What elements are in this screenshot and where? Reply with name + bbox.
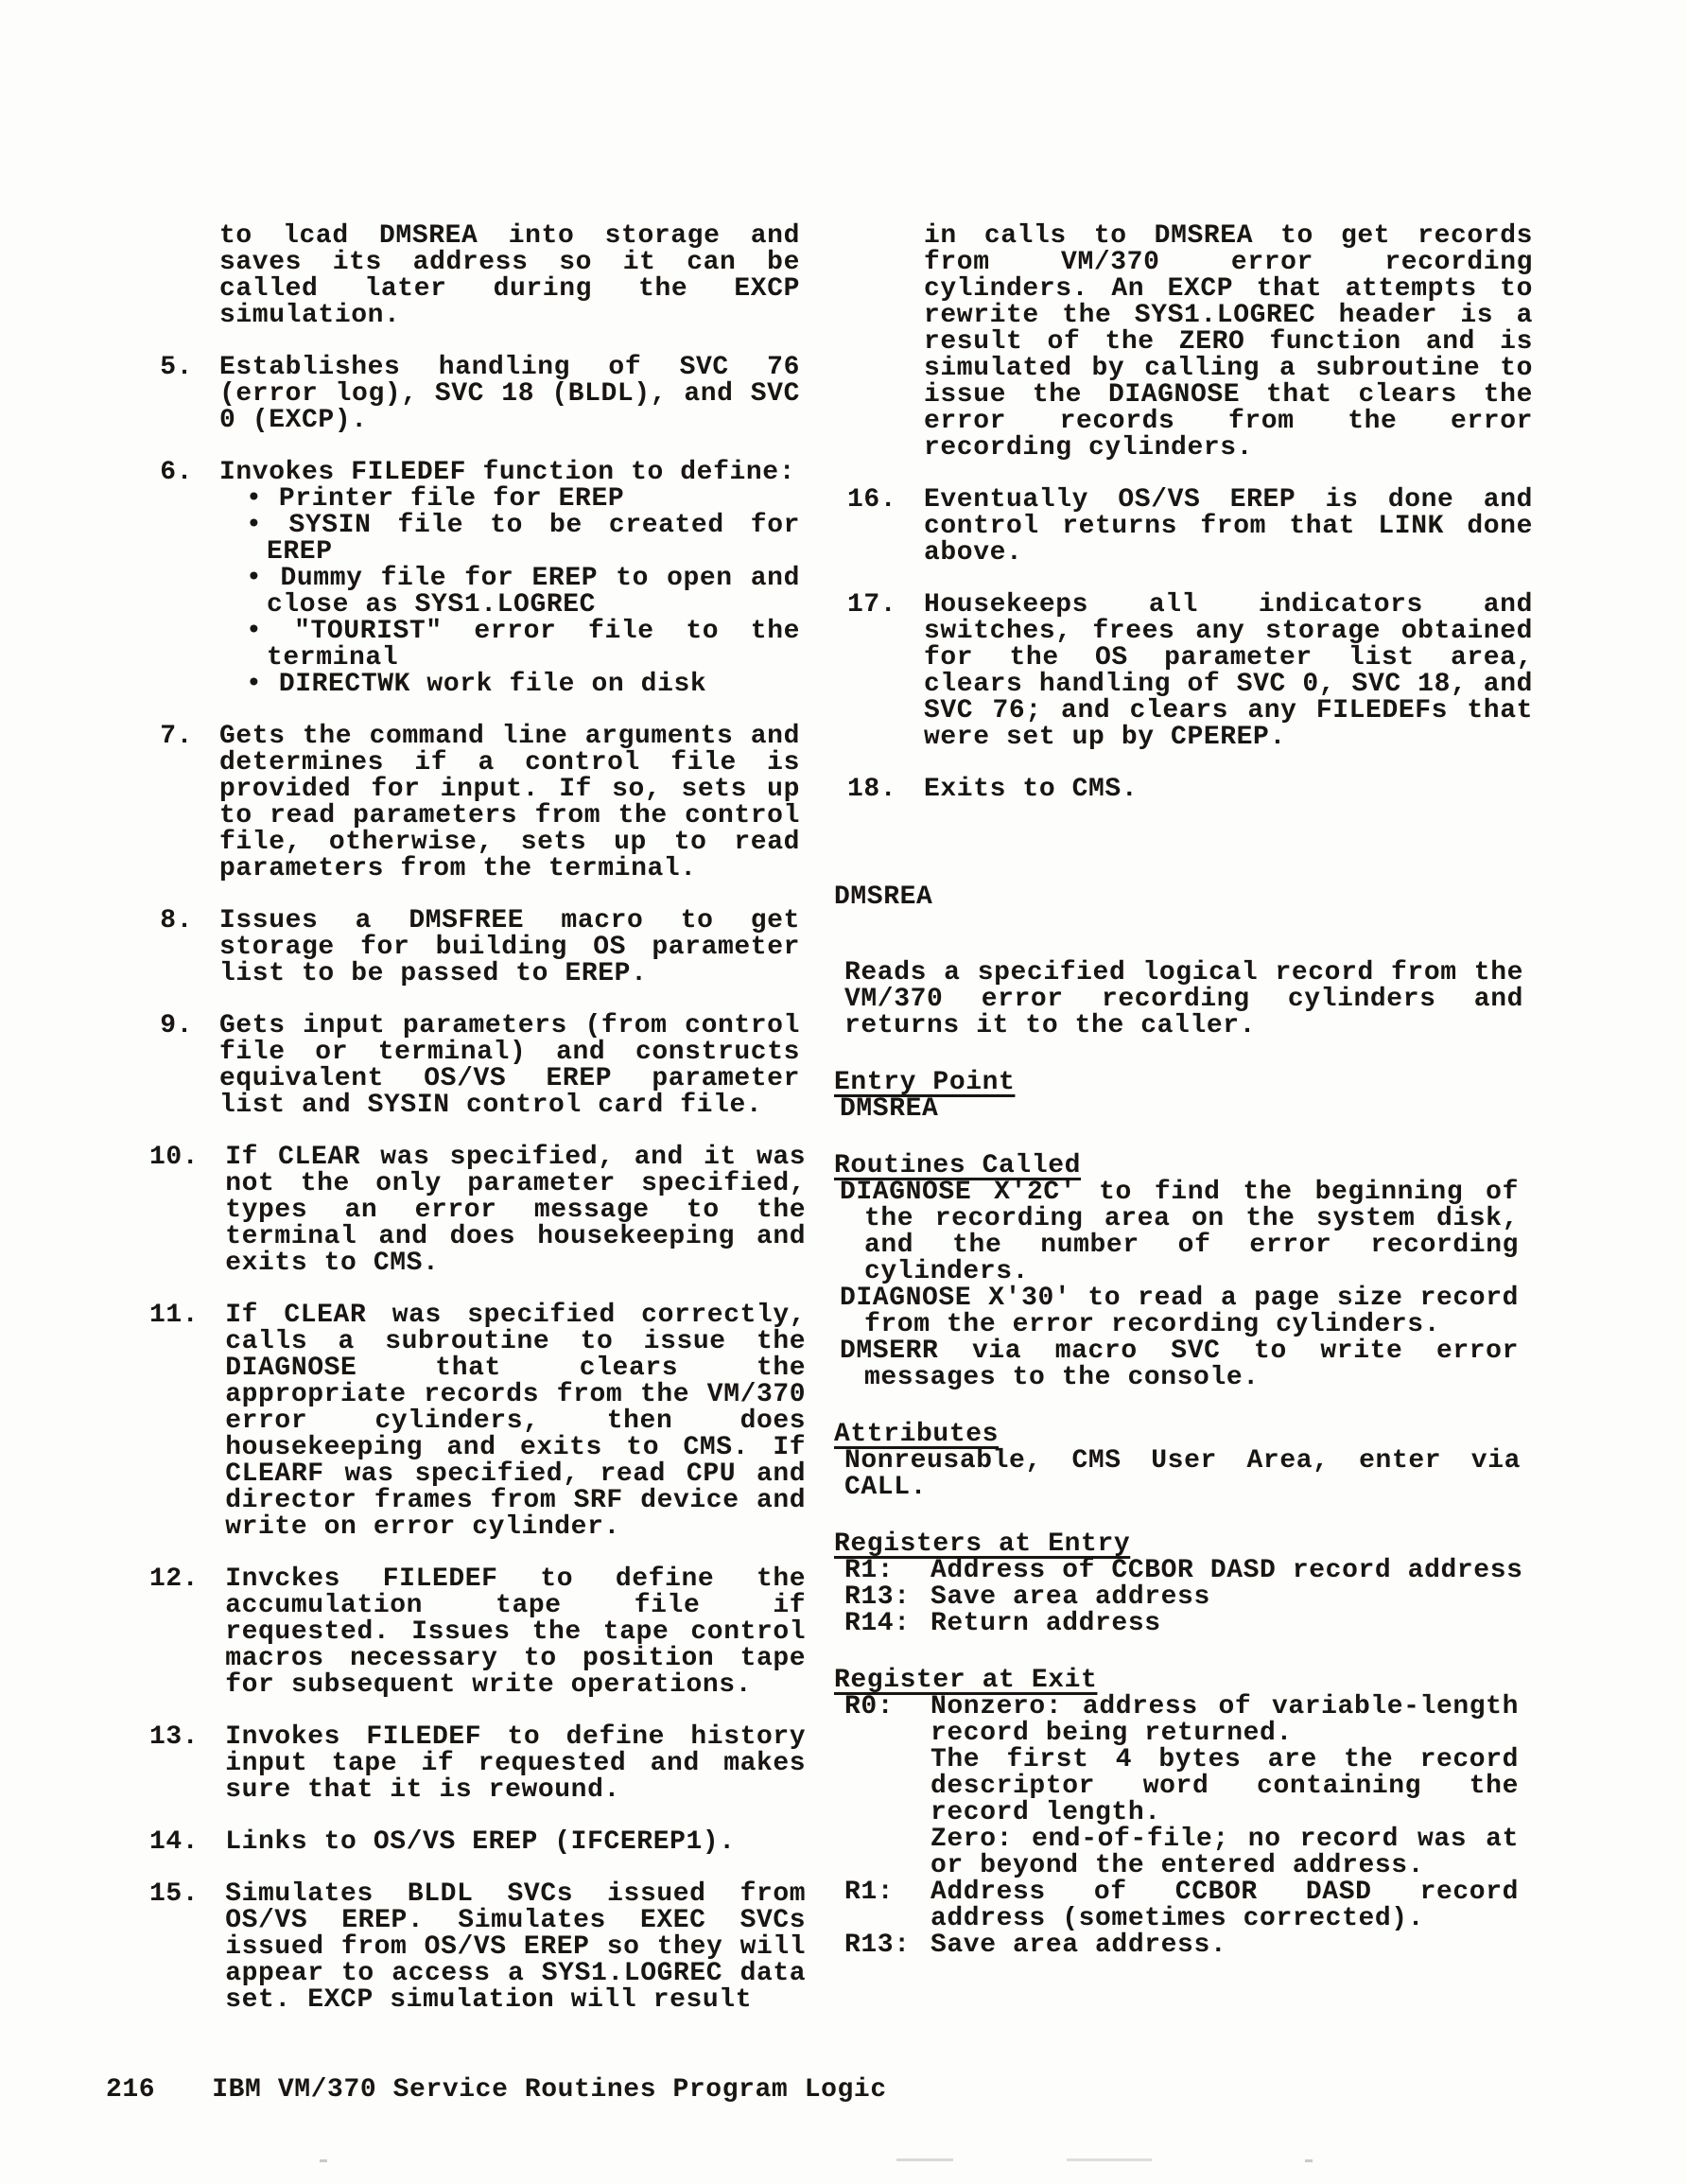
register-label: R13: [844,1931,911,1960]
right-column [834,221,1566,1960]
list-item-number: 6. [160,458,193,487]
list-item-13 [149,1724,811,1804]
register-description-part: Nonzero: address of variable-length record being returned. [930,1692,1519,1748]
scan-artifact [1067,2158,1152,2161]
routine-entry: DIAGNOSE X'2C' to find the beginning of the recording area on the system disk, and the number of error recording cylinders. [840,1178,1519,1286]
section-heading [834,1422,1566,1448]
list-item-number: 12. [149,1564,200,1594]
section-heading-text: Routines Called [834,1151,1082,1180]
list-item-number: 11. [149,1301,200,1330]
list-item-14 [149,1829,811,1856]
routine-entry: DMSERR via macro SVC to write error messages to the console. [840,1337,1519,1392]
register-description: Return address [930,1609,1161,1638]
list-item-text: If CLEAR was specified correctly, calls a subroutine to issue the DIAGNOSE that clears the appropriate records from the VM/370 error cylinders, then does housekeeping and exits to CMS. If CLEARF was specified, read CPU and director frames from SRF device and write on error cylinder. [225,1301,807,1542]
register-description: Address of CCBOR DASD record address [930,1556,1523,1585]
list-item-number: 8. [160,906,193,935]
bullet-item: • Dummy file for EREP to open and close as SYS1.LOGREC [219,566,800,619]
list-item-7 [149,724,811,882]
list-item-6 [149,460,811,698]
register-label: R0: [844,1692,895,1721]
section-heading-text: Attributes [834,1420,1000,1449]
scan-artifact [1305,2159,1313,2162]
register-description: Address of CCBOR DASD record address (sometimes corrected). [930,1878,1519,1933]
register-description: Save area address. [930,1931,1227,1960]
list-item-text: Simulates BLDL SVCs issued from OS/VS EREP. Simulates EXEC SVCs issued from OS/VS EREP so they will appear to access a SYS1.LOGREC data set. EXCP simulation will result [225,1879,807,2015]
routines-called-section [834,1153,1566,1391]
register-row [844,1879,1566,1932]
list-item-text: Gets the command line arguments and determines if a control file is provided for input. If so, sets up to read parameters from the control file, otherwise, sets up to read parameters from the terminal. [219,722,800,883]
list-item-number: 10. [149,1143,200,1172]
list-item-text [219,460,800,698]
list-item-number: 7. [160,722,193,751]
list-item-18 [847,777,1566,803]
footer-title: IBM VM/370 Service Routines Program Logic [212,2075,887,2105]
list-item-text: Links to OS/VS EREP (IFCEREP1). [225,1827,736,1857]
registers-at-entry-section [834,1531,1566,1637]
intro-paragraph: to lcad DMSREA into storage and saves its address so it can be called later during the EXCP simulation. [219,221,800,330]
register-label: R1: [844,1556,895,1585]
register-label: R14: [844,1609,911,1638]
entry-point-section [834,1070,1566,1123]
entry-point-value: DMSREA [840,1094,939,1124]
list-item-text: Issues a DMSFREE macro to get storage for building OS parameter list to be passed to EREP. [219,906,800,988]
register-at-exit-section [834,1668,1566,1959]
list-item-text: Eventually OS/VS EREP is done and control returns from that LINK done above. [924,485,1533,568]
section-heading-text: Registers at Entry [834,1529,1131,1559]
register-label: R13: [844,1582,911,1612]
list-item-11 [149,1302,811,1541]
scan-artifact [320,2159,327,2162]
register-label: R1: [844,1878,895,1907]
left-column [149,223,811,2014]
register-row [844,1558,1566,1584]
list-item-text: If CLEAR was specified, and it was not the only parameter specified, types an error message to the terminal and does housekeeping and exits to CMS. [225,1143,807,1278]
section-heading [834,1531,1566,1558]
list-item-number: 13. [149,1722,200,1752]
dmsrea-module-section [834,884,1566,1959]
register-row [844,1611,1566,1637]
list-item-5 [149,355,811,434]
register-description: Save area address [930,1582,1210,1612]
page-footer [106,2077,887,2104]
bullet-item: • Printer file for EREP [219,486,800,513]
section-heading-text: Entry Point [834,1068,1016,1097]
continuation-paragraph: in calls to DMSREA to get records from VM/370 error recording cylinders. An EXCP that attempts to rewrite the SYS1.LOGREC header is a result of the ZERO function and is simulated by calling a subroutine to issue the DIAGNOSE that clears the error records from the error recording cylinders. [924,221,1533,463]
section-heading-text: Register at Exit [834,1666,1098,1695]
register-description-part: The first 4 bytes are the record descriptor word containing the record length. [930,1745,1519,1827]
module-title: DMSREA [834,882,933,912]
footer-page-number: 216 [106,2075,156,2105]
list-item-9 [149,1013,811,1119]
scan-artifact [896,2158,953,2161]
section-heading [834,1070,1566,1096]
section-heading [834,1153,1566,1179]
list-item-text: Exits to CMS. [924,775,1139,804]
register-row [844,1584,1566,1611]
list-item-number: 5. [160,353,193,382]
list-item-text: Gets input parameters (from control file or terminal) and constructs equivalent OS/VS EREP parameter list and SYSIN control card file. [219,1011,800,1120]
list-item-lead: Invokes FILEDEF function to define: [219,458,796,487]
list-item-16 [847,487,1566,567]
list-item-12 [149,1566,811,1699]
bullet-item: • DIRECTWK work file on disk [219,672,800,698]
list-item-text: Invckes FILEDEF to define the accumulation tape file if requested. Issues the tape control macros necessary to position tape for subsequent write operations. [225,1564,807,1700]
module-description: Reads a specified logical record from the VM/370 error recording cylinders and returns it to the caller. [844,958,1523,1040]
list-item-8 [149,908,811,987]
list-item-10 [149,1144,811,1277]
list-item-number: 15. [149,1879,200,1909]
attributes-section [834,1422,1566,1501]
list-item-number: 9. [160,1011,193,1040]
bullet-item: • "TOURIST" error file to the terminal [219,619,800,672]
list-item-number: 14. [149,1827,200,1857]
list-item-17 [847,592,1566,751]
list-item-15 [149,1881,811,2014]
list-item-number: 16. [847,485,897,515]
list-item-text: Invokes FILEDEF to define history input tape if requested and makes sure that it is rewound. [225,1722,807,1805]
register-description [930,1694,1519,1879]
routine-entry: DIAGNOSE X'30' to read a page size record from the error recording cylinders. [840,1284,1519,1339]
section-heading [834,1668,1566,1694]
list-item-number: 17. [847,590,897,620]
register-row [844,1694,1566,1879]
list-item-number: 18. [847,775,897,804]
bullet-item: • SYSIN file to be created for EREP [219,513,800,566]
register-description-part: Zero: end-of-file; no record was at or beyond the entered address. [930,1825,1519,1880]
list-item-text: Establishes handling of SVC 76 (error log), SVC 18 (BLDL), and SVC 0 (EXCP). [219,353,800,435]
attributes-value: Nonreusable, CMS User Area, enter via CALL. [844,1446,1521,1502]
register-row [844,1932,1566,1959]
list-item-text: Housekeeps all indicators and switches, frees any storage obtained for the OS parameter list area, clears handling of SVC 0, SVC 18, and SVC 76; and clears any FILEDEFs that were set up by CPEREP. [924,590,1533,752]
